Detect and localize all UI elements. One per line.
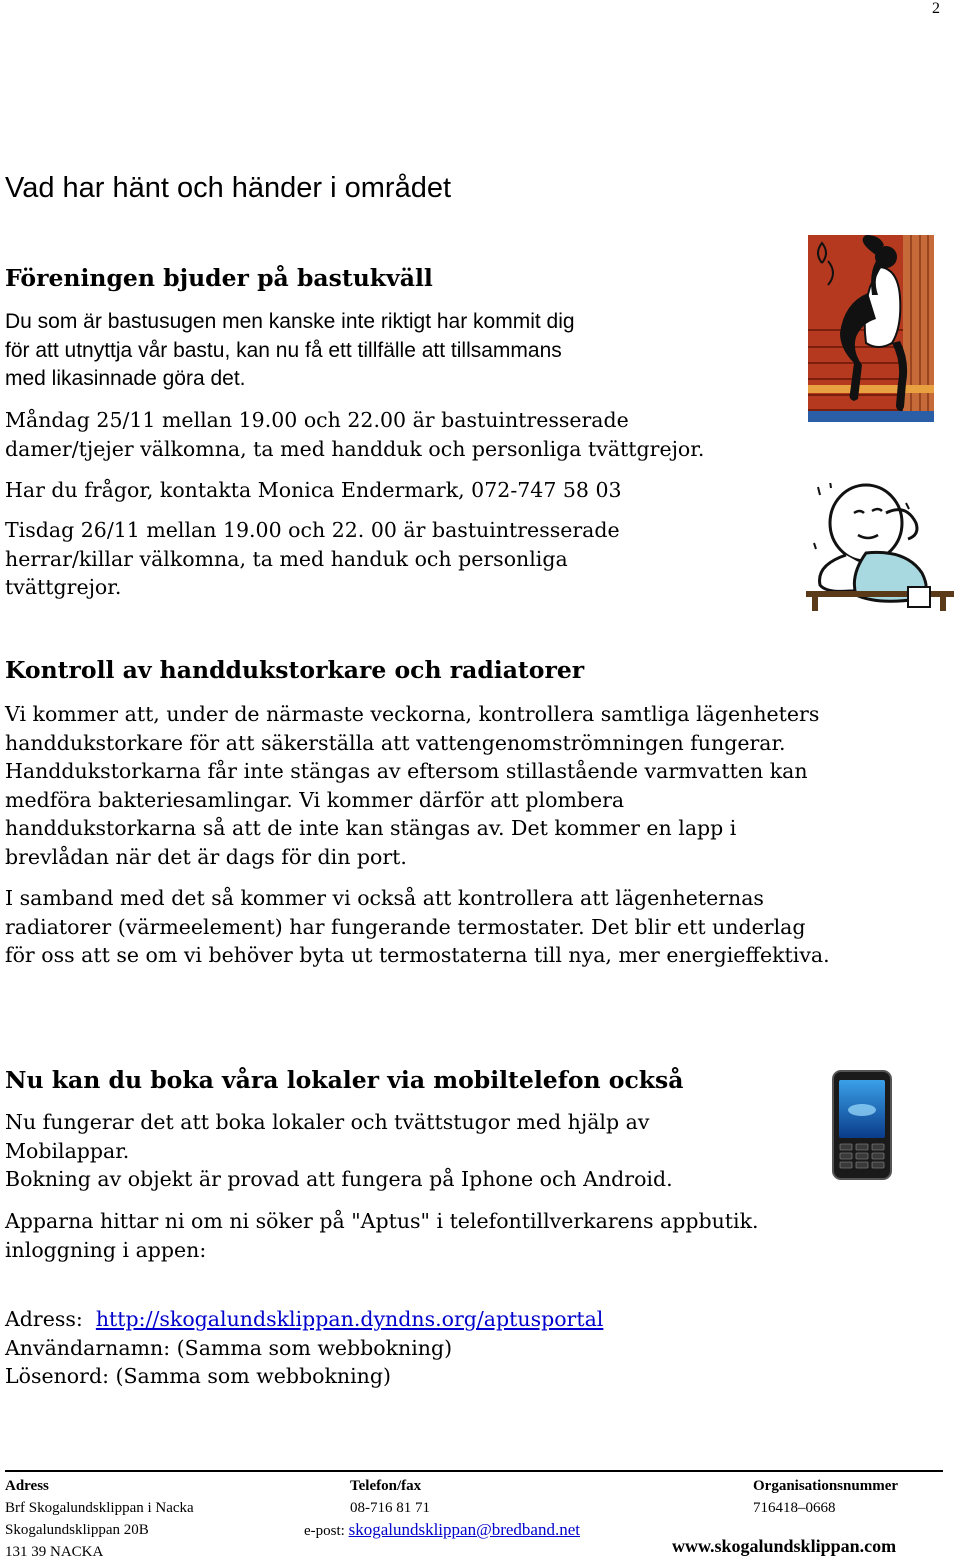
page-title: Vad har hänt och händer i området: [5, 172, 452, 204]
sauna-men-line: herrar/killar välkomna, ta med handuk och personliga: [5, 546, 568, 571]
booking-p1-line: Mobilappar.: [5, 1138, 130, 1163]
radiator-p2-line: I samband med det så kommer vi också att kontrollera att lägenheternas: [5, 886, 764, 910]
sauna-men-line: tvättgrejor.: [5, 575, 122, 599]
sauna-contact: Har du frågor, kontakta Monica Endermark, 072-747 58 03: [5, 478, 622, 502]
footer-email-label: e-post:: [304, 1523, 345, 1539]
footer-address-heading: Adress: [5, 1478, 49, 1494]
footer-phone-heading-text: Telefon/fax: [350, 1478, 422, 1494]
footer-email-link[interactable]: skogalundsklippan@bredband.net: [348, 1520, 580, 1539]
radiator-heading: Kontroll av handdukstorkare och radiatorer: [5, 656, 585, 684]
booking-p1-line: Bokning av objekt är provad att fungera på Iphone och Android.: [5, 1167, 673, 1191]
sauna-woman-illustration: [808, 235, 934, 422]
booking-address-line: [5, 1305, 603, 1334]
footer-address-column: [5, 1475, 194, 1563]
password-line: Lösenord: (Samma som webbokning): [5, 1364, 391, 1388]
booking-login-details: [5, 1305, 603, 1391]
footer-divider: [5, 1470, 943, 1472]
booking-p2-line: Apparna hittar ni om ni söker på "Aptus" i telefontillverkarens appbutik.: [5, 1209, 759, 1233]
sauna-men-line: Tisdag 26/11 mellan 19.00 och 22. 00 är bastuintresserade: [5, 518, 620, 542]
sauna-intro: [5, 308, 575, 394]
radiator-p2-line: radiatorer (värmeelement) har fungerande termostater. Det blir ett underlag: [5, 914, 806, 939]
footer-org-number: 716418–0668: [753, 1500, 836, 1516]
sauna-women-info: [5, 406, 704, 463]
address-label: Adress:: [5, 1307, 83, 1331]
radiator-p1-line: handdukstorkare för att säkerställa att vattengenomströmningen fungerar.: [5, 730, 786, 755]
footer-address-line: Brf Skogalundsklippan i Nacka: [5, 1500, 194, 1516]
sauna-intro-line: för att utnyttja vår bastu, kan nu få ett tillfälle att tillsammans: [5, 338, 562, 362]
radiator-paragraph-1: [5, 700, 819, 871]
footer-email-line: [304, 1519, 580, 1542]
sauna-intro-line: Du som är bastusugen men kanske inte riktigt har kommit dig: [5, 310, 575, 333]
radiator-p1-line: handdukstorkarna så att de inte kan stängas av. Det kommer en lapp i: [5, 816, 737, 840]
booking-heading: Nu kan du boka våra lokaler via mobiltelefon också: [5, 1066, 684, 1094]
radiator-p1-line: brevlådan när det är dags för din port.: [5, 844, 407, 869]
booking-paragraph-2: [5, 1207, 759, 1264]
sauna-intro-line: med likasinnade göra det.: [5, 367, 246, 390]
mobile-phone-icon: [832, 1070, 892, 1180]
sauna-women-line: Måndag 25/11 mellan 19.00 och 22.00 är bastuintresserade: [5, 408, 629, 432]
footer-phone: 08-716 81 71: [350, 1500, 430, 1516]
page-number: 2: [932, 0, 940, 17]
sweating-man-illustration: [806, 483, 954, 611]
radiator-paragraph-2: [5, 884, 830, 970]
footer-org-heading: Organisationsnummer: [753, 1478, 899, 1494]
footer-address-line: 131 39 NACKA: [5, 1544, 104, 1560]
footer-website: www.skogalundsklippan.com: [672, 1536, 897, 1556]
footer-address-line: Skogalundsklippan 20B: [5, 1522, 149, 1538]
booking-paragraph-1: [5, 1108, 673, 1194]
radiator-p1-line: Vi kommer att, under de närmaste veckorna, kontrollera samtliga lägenheters: [5, 702, 820, 726]
booking-p1-line: Nu fungerar det att boka lokaler och tvättstugor med hjälp av: [5, 1110, 650, 1134]
aptus-portal-link[interactable]: http://skogalundsklippan.dyndns.org/aptusportal: [95, 1307, 604, 1331]
sauna-heading: Föreningen bjuder på bastukväll: [5, 264, 433, 292]
radiator-p2-line: för oss att se om vi behöver byta ut termostaterna till nya, mer energieffektiva.: [5, 943, 830, 967]
radiator-p1-line: Handdukstorkarna får inte stängas av eftersom stillastående varmvatten kan: [5, 759, 808, 783]
sauna-women-line: damer/tjejer välkomna, ta med handduk och personliga tvättgrejor.: [5, 436, 705, 461]
sauna-men-info: [5, 516, 620, 602]
footer-org-column: [753, 1475, 898, 1519]
footer-phone-heading: [350, 1475, 430, 1519]
radiator-p1-line: medföra bakteriesamlingar. Vi kommer därför att plombera: [5, 787, 625, 812]
booking-p2-line: inloggning i appen:: [5, 1237, 207, 1262]
username-line: Användarnamn: (Samma som webbokning): [5, 1335, 453, 1360]
